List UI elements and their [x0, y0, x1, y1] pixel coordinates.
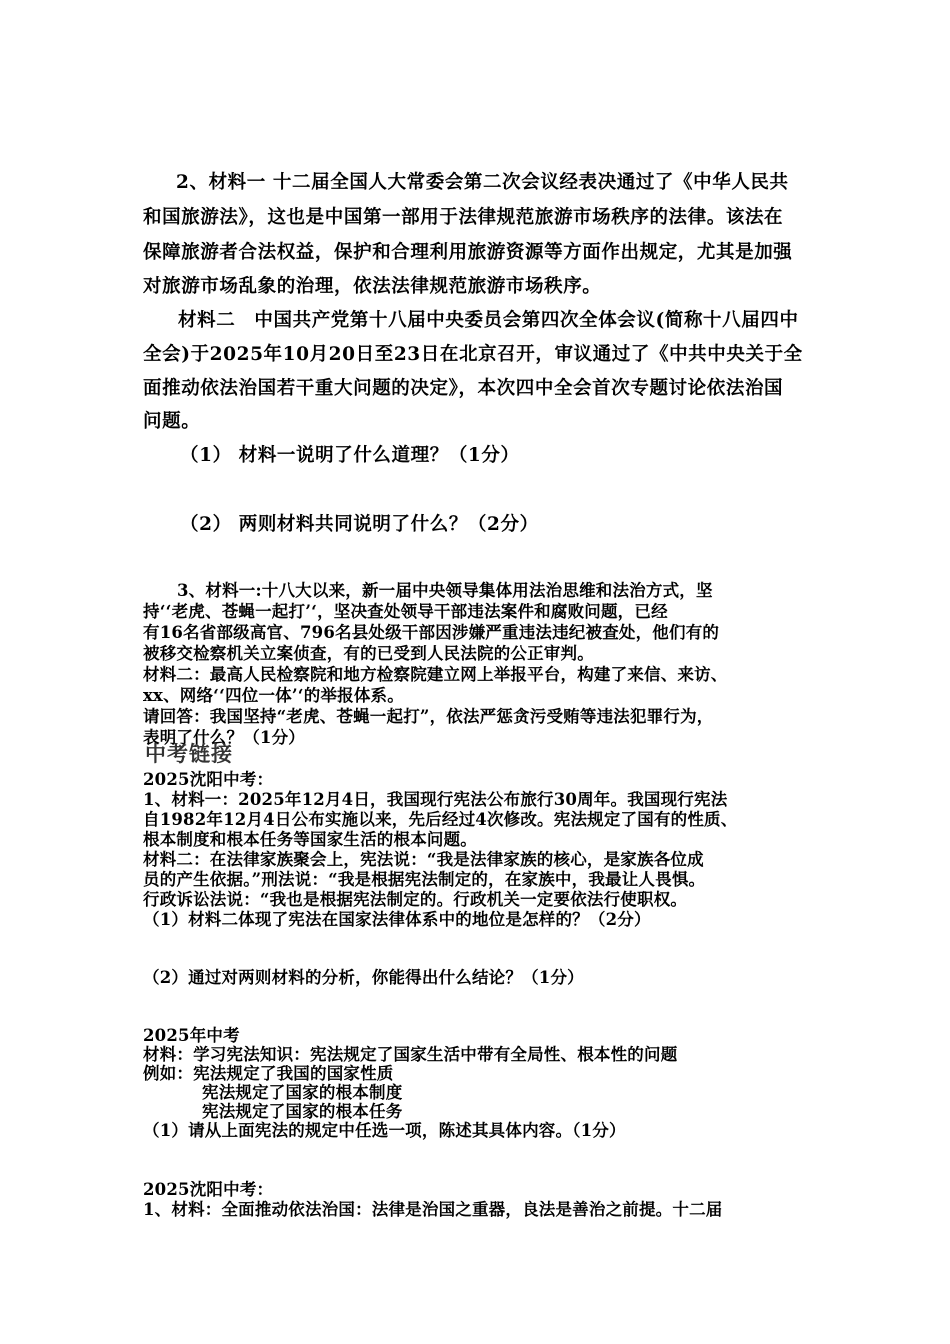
s2-line-8: 表明了什么？（1分）: [143, 728, 305, 747]
s2-line-7: 请回答：我国坚持“老虎、苍蝇一起打”，依法严惩贪污受贿等违法犯罪行为，: [143, 707, 714, 726]
s5-line-1: 2025沈阳中考：: [143, 1180, 274, 1199]
s2-line-3: 有16名省部级高官、796名县处级干部因涉嫌严重违法违纪被查处，他们有的: [143, 623, 720, 642]
s3-question-1: （1）材料二体现了宪法在国家法律体系中的地位是怎样的？（2分）: [143, 910, 651, 929]
s3-question-2: （2）通过对两则材料的分析，你能得出什么结论？（1分）: [143, 968, 584, 987]
s4-line-3: 例如：宪法规定了我国的国家性质: [143, 1064, 394, 1083]
s3-line-5: 材料二：在法律家族聚会上，宪法说：“我是法律家族的核心，是家族各位成: [143, 850, 704, 869]
s1-line-3: 保障旅游者合法权益，保护和合理利用旅游资源等方面作出规定，尤其是加强: [143, 242, 793, 263]
s4-line-5: 宪法规定了国家的根本任务: [202, 1102, 403, 1121]
s4-line-1: 2025年中考: [143, 1026, 240, 1045]
s3-line-7: 行政诉讼法说：“我也是根据宪法制定的。行政机关一定要依法行使职权。: [143, 890, 688, 909]
s1-question-2: （2） 两则材料共同说明了什么？（2分）: [180, 514, 539, 535]
s5-line-2: 1、材料：全面推动依法治国：法律是治国之重器，良法是善治之前提。十二届: [143, 1200, 723, 1219]
s4-line-2: 材料：学习宪法知识：宪法规定了国家生活中带有全局性、根本性的问题: [143, 1045, 678, 1064]
s1-line-7: 面推动依法治国若干重大问题的决定》，本次四中全会首次专题讨论依法治国: [143, 378, 784, 399]
s3-line-4: 根本制度和根本任务等国家生活的根本问题。: [143, 830, 477, 849]
s3-line-1: 2025沈阳中考：: [143, 770, 274, 789]
s2-line-2: 持‘‘老虎、苍蝇一起打’‘，坚决查处领导干部违法案件和腐败问题，已经: [143, 602, 668, 621]
s3-line-6: 员的产生依据。”刑法说：“我是根据宪法制定的，在家族中，我最让人畏惧。: [143, 870, 706, 889]
s1-line-2: 和国旅游法》，这也是中国第一部用于法律规范旅游市场秩序的法律。该法在: [143, 207, 784, 228]
s1-line-8: 问题。: [143, 411, 201, 432]
s2-line-5: 材料二：最高人民检察院和地方检察院建立网上举报平台，构建了来信、来访、: [143, 665, 728, 684]
section-heading: 中考链接: [145, 741, 233, 766]
s1-line-5: 材料二 中国共产党第十八届中央委员会第四次全体会议(简称十八届四中: [178, 310, 799, 331]
s1-question-1: （1） 材料一说明了什么道理？（1分）: [180, 445, 520, 466]
s4-line-4: 宪法规定了国家的根本制度: [202, 1083, 403, 1102]
s1-line-4: 对旅游市场乱象的治理，依法法律规范旅游市场秩序。: [143, 276, 602, 297]
s3-line-3: 自1982年12月4日公布实施以来，先后经过4次修改。宪法规定了国有的性质、: [143, 810, 738, 829]
s2-line-4: 被移交检察机关立案侦查，有的已受到人民法院的公正审判。: [143, 644, 594, 663]
s2-line-1: 3、材料一:十八大以来，新一届中央领导集体用法治思维和法治方式，坚: [177, 581, 713, 600]
s2-line-6: xx、网络‘‘四位一体’‘的举报体系。: [143, 686, 404, 705]
s1-line-1: 2、材料一 十二届全国人大常委会第二次会议经表决通过了《中华人民共: [176, 172, 789, 193]
s3-line-2: 1、材料一：2025年12月4日，我国现行宪法公布旅行30周年。我国现行宪法: [143, 790, 728, 809]
s4-question-1: （1）请从上面宪法的规定中任选一项，陈述其具体内容。（1分）: [143, 1121, 626, 1140]
s1-line-6: 全会)于2025年10月20日至23日在北京召开，审议通过了《中共中央关于全: [143, 344, 803, 365]
